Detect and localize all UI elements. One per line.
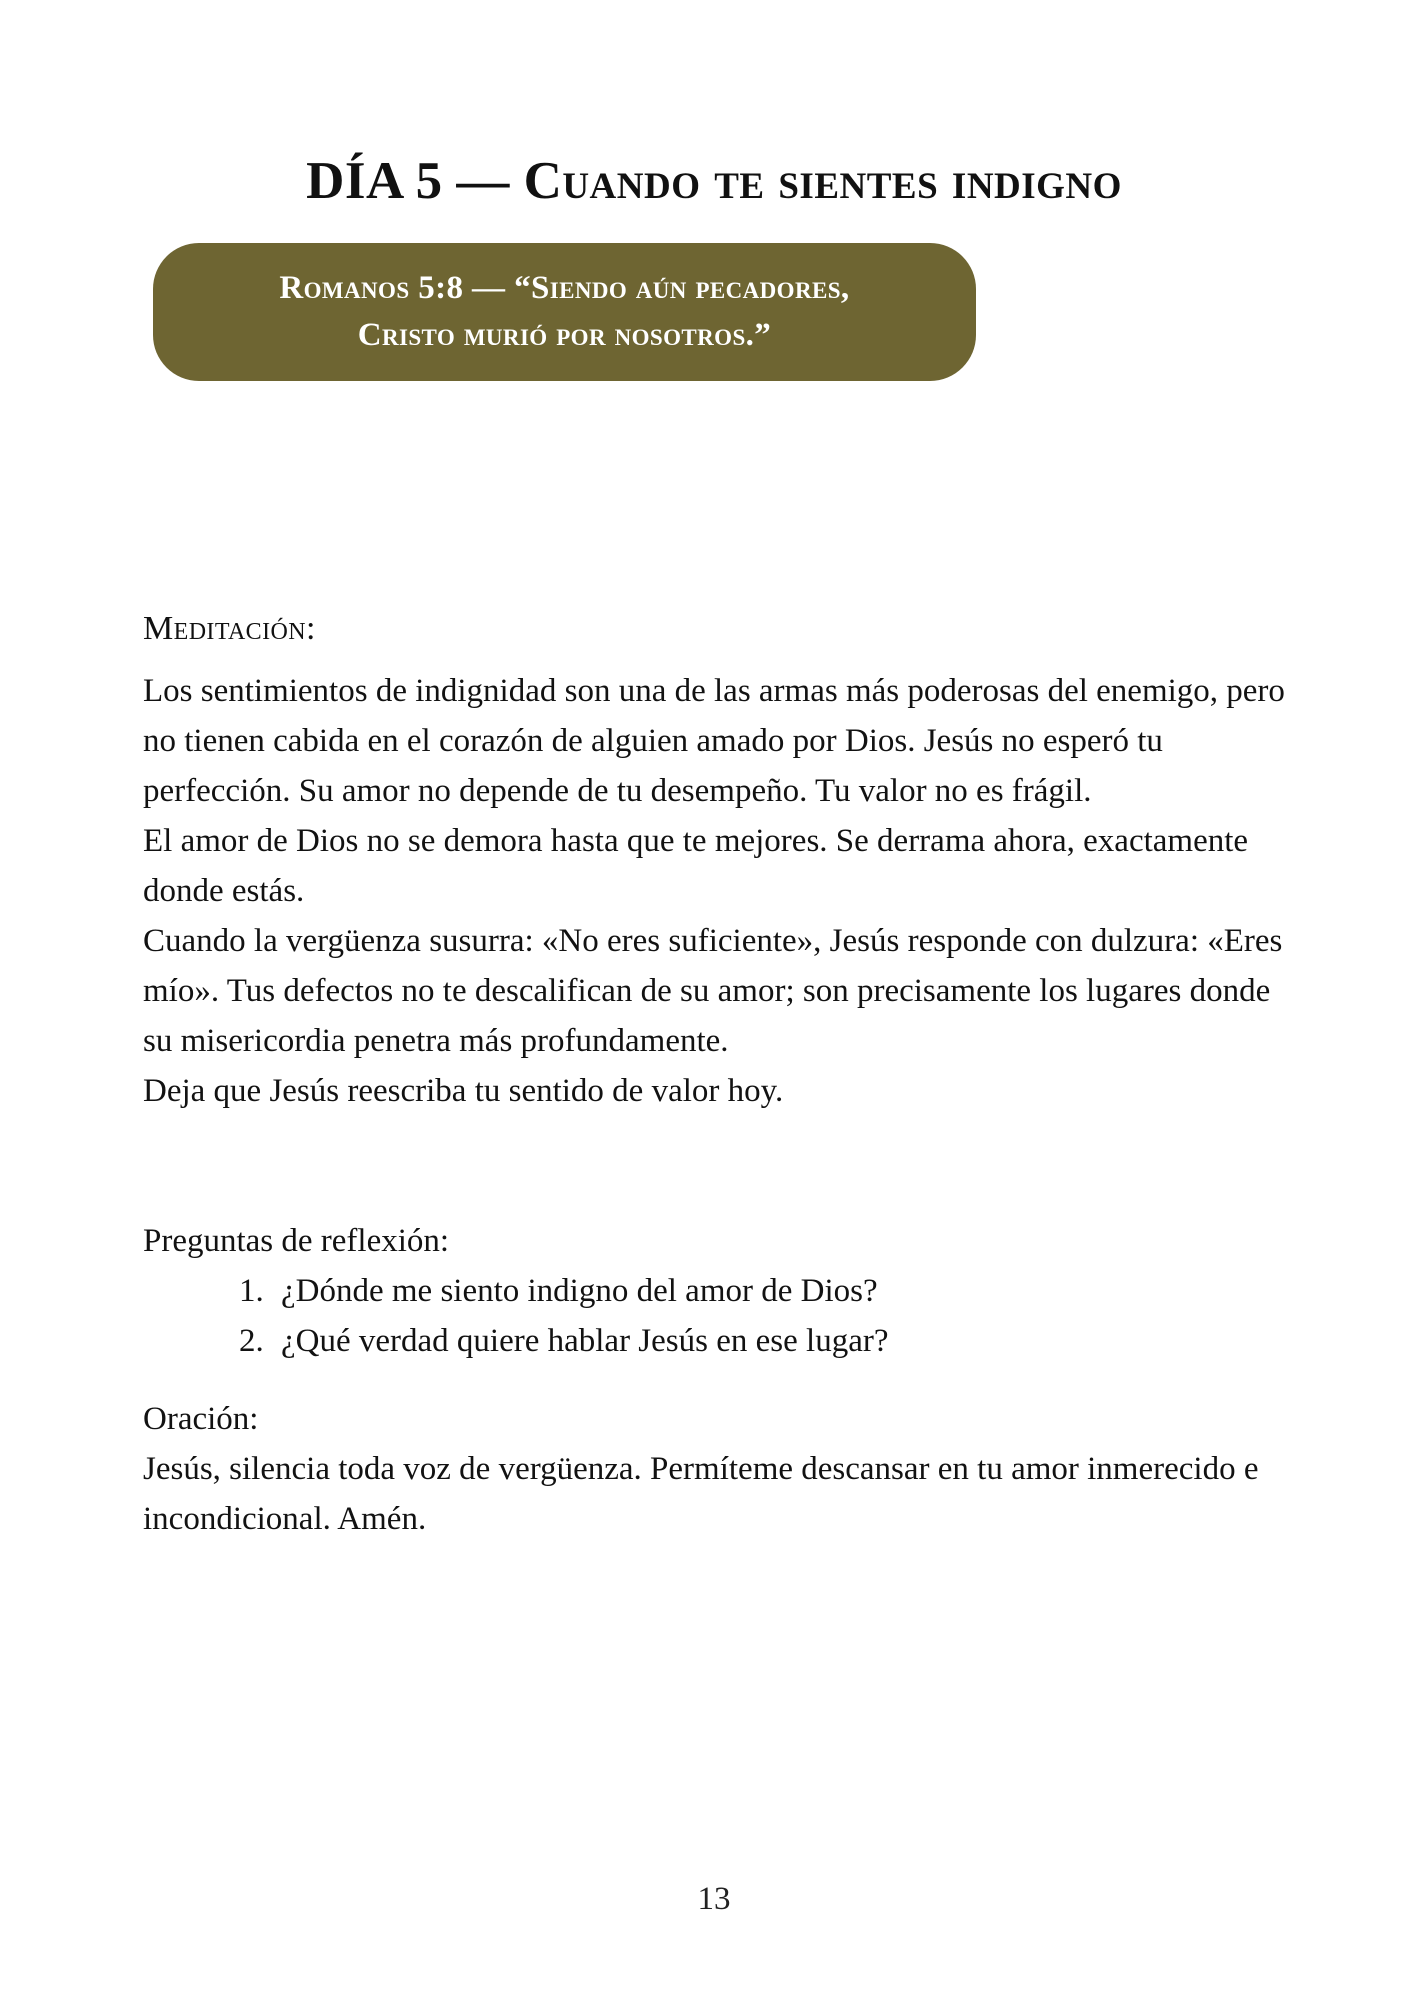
list-item [239, 1266, 1293, 1316]
prayer-text: Jesús, silencia toda voz de vergüenza. Permíteme descansar en tu amor inmerecido e incondicional. Amén. [143, 1451, 1259, 1537]
spacer-before-reflection [143, 1116, 1293, 1216]
meditation-paragraph-1: Los sentimientos de indignidad son una de las armas más poderosas del enemigo, pero no tienen cabida en el corazón de alguien amado por Dios. Jesús no esperó tu perfección. Su amor no depende de tu desempeño. Tu valor no es frágil. [143, 673, 1285, 809]
page-number: 13 [697, 1881, 731, 1917]
spacer-before-prayer [143, 1366, 1293, 1394]
main-content [143, 612, 1293, 1544]
meditation-paragraph-2: El amor de Dios no se demora hasta que te mejores. Se derrama ahora, exactamente donde estás. [143, 823, 1249, 909]
verse-callout-box [153, 243, 976, 381]
meditation-paragraph-3: Cuando la vergüenza susurra: «No eres suficiente», Jesús responde con dulzura: «Eres mío». Tus defectos no te descalifican de su amor; son precisamente los lugares donde su misericordia penetra más profundamente. [143, 923, 1283, 1059]
verse-line-1: Romanos 5:8 — “Siendo aún pecadores, [279, 270, 850, 307]
page-title: DÍA 5 — Cuando te sientes indigno [306, 151, 1122, 210]
question-number: 2. [239, 1323, 264, 1359]
reflection-heading: Preguntas de reflexión: [143, 1223, 450, 1259]
list-item [239, 1316, 1293, 1366]
question-text: ¿Dónde me siento indigno del amor de Dios? [281, 1273, 878, 1309]
question-number: 1. [239, 1273, 264, 1309]
meditation-heading: Meditación: [143, 610, 316, 647]
verse-text [279, 265, 849, 359]
meditation-paragraph-4: Deja que Jesús reescriba tu sentido de valor hoy. [143, 1073, 784, 1109]
verse-line-2: Cristo murió por nosotros.” [357, 317, 772, 353]
prayer-heading: Oración: [143, 1401, 259, 1437]
question-text: ¿Qué verdad quiere hablar Jesús en ese lugar? [281, 1323, 889, 1359]
reflection-question-list [143, 1266, 1293, 1366]
